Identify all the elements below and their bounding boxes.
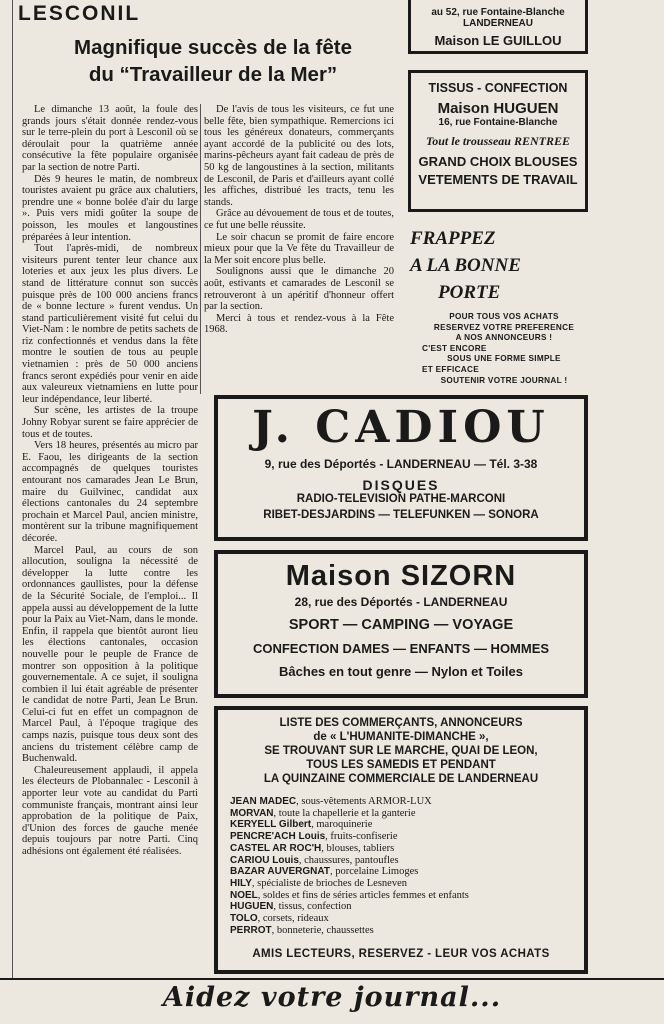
ad-address: 28, rue des Déportés - LANDERNEAU xyxy=(294,595,508,609)
article-paragraph: Marcel Paul, au cours de son allocution, souligna la nécessité de développer la lutte contre les ordonnances gaullistes, pour la défense de la Sécurité Sociale, de l'emploi... Il appela aussi au développement de la lutte pour la Paix au Viet-Nam, dans le monde. Enfin, il rappela que bientôt auront lieu les élections cantonales, occasion nouvelle pour le peuple de France de montrer son opposition à la politique gouvernementale. A ce sujet, il souligna combien il lui était agréable de présenter le candidat de notre Parti, Jean Le Brun. Celui-ci fut en effet un compagnon de Marcel Paul, à l'époque tragique des camps nazis, puisque tous deux sont des anciens du tristement célèbre camp de Buchenwald. xyxy=(22,544,198,765)
list-heading xyxy=(218,716,584,786)
merchant-desc: , toute la chapellerie et la ganterie xyxy=(273,807,416,819)
ad-sizorn xyxy=(214,550,588,698)
slogan-line: FRAPPEZ xyxy=(410,228,496,249)
merchant-name: HILY xyxy=(230,877,252,889)
article-paragraph: Tout l'après-midi, de nombreux visiteurs purent tenter leur chance aux loteries et aux jeux les plus divers. Le stand de littérature connut son succès puisque près de 100 000 anciens francs de « bonne lecture » furent vendus. Un stand particulièrement visité fut celui du Viet-Nam : le nombre de petits sachets de riz confectionnés et vendus dans la fête montre le soutien de tous au peuple vietnamien : près de 50 000 anciens francs seront expédiés pour venir en aide aux valeureux vietnamiens en lutte pour leur indépendance, leur liberté. xyxy=(22,243,198,405)
left-column-rule xyxy=(12,0,13,978)
promo-line: A NOS ANNONCEURS ! xyxy=(455,333,553,343)
merchant-name: PENCRE'ACH Louis xyxy=(230,831,326,843)
article-column-left xyxy=(22,104,198,976)
ad-merchant-list xyxy=(214,706,588,974)
frappez-slogan xyxy=(408,225,598,306)
ad-line: CONFECTION DAMES — ENFANTS — HOMMES xyxy=(252,641,550,656)
slogan-line: A LA BONNE xyxy=(410,255,521,276)
heading-line: SE TROUVANT SUR LE MARCHE, QUAI DE LEON, xyxy=(264,745,538,757)
ad-brands: RIBET-DESJARDINS — TELEFUNKEN — SONORA xyxy=(263,509,539,521)
merchant-desc: , fruits-confiserie xyxy=(325,831,398,843)
merchant-name: MORVAN xyxy=(230,807,274,819)
merchant-desc: , bonneterie, chaussettes xyxy=(271,924,374,936)
article-kicker: LESCONIL xyxy=(18,2,141,25)
ad-section: DISQUES xyxy=(362,477,440,493)
ad-shop-name: J. CADIOU xyxy=(252,402,550,453)
ad-tagline: Tout le trousseau RENTREE xyxy=(426,134,570,148)
slogan-line: PORTE xyxy=(438,282,501,303)
ad-shop-name: Maison LE GUILLOU xyxy=(434,33,562,48)
article-headline xyxy=(18,34,408,88)
ad-address: 9, rue des Déportés - LANDERNEAU — Tél. 3-38 xyxy=(264,457,538,471)
article-column-right xyxy=(204,104,394,390)
ad-line: SPORT — CAMPING — VOYAGE xyxy=(288,617,514,633)
list-footer: AMIS LECTEURS, RESERVEZ - LEUR VOS ACHATS xyxy=(252,948,550,961)
article-paragraph: Le soir chacun se promit de faire encore mieux pour que la Ve fête du Travailleur de la Mer soit encore plus belle. xyxy=(204,231,394,266)
merchant-desc: , soldes et fins de séries articles femmes et enfants xyxy=(257,889,469,901)
ad-line: VETEMENTS DE TRAVAIL xyxy=(418,172,578,187)
merchant-desc: , corsets, rideaux xyxy=(257,913,329,925)
merchant-name: TOLO xyxy=(230,913,258,925)
promo-line: ET EFFICACE xyxy=(422,364,479,374)
ad-address: au 52, rue Fontaine-Blanche xyxy=(431,7,565,18)
merchant-name: CASTEL AR ROC'H xyxy=(230,842,322,854)
merchant-desc: , maroquinerie xyxy=(311,819,373,831)
promo-line: SOUTENIR VOTRE JOURNAL ! xyxy=(440,375,568,385)
merchant-name: KERYELL Gilbert xyxy=(230,819,312,831)
ad-line: RADIO-TELEVISION PATHE-MARCONI xyxy=(296,493,506,505)
ad-cadiou xyxy=(214,395,588,541)
promo-line: SOUS UNE FORME SIMPLE xyxy=(447,354,561,364)
footer-rule xyxy=(0,978,664,980)
article-paragraph: Dès 9 heures le matin, de nombreux touristes avaient pu grâce aux chalutiers, prendre une « bonne bolée d'air du large ». Puis vers midi goûter la soupe de poisson, les moules et langoustines préparées à leur intention. xyxy=(22,173,198,243)
merchant-desc: , spécialiste de brioches de Lesneven xyxy=(251,877,407,889)
list-item xyxy=(230,913,584,925)
promo-line: POUR TOUS VOS ACHATS xyxy=(449,312,559,321)
list-item xyxy=(230,831,584,843)
list-item xyxy=(230,819,584,831)
merchant-desc: , porcelaine Limoges xyxy=(330,866,419,878)
article-paragraph: Merci à tous et rendez-vous à la Fête 1968. xyxy=(204,312,394,336)
ad-city: LANDERNEAU xyxy=(463,18,533,29)
heading-line: TOUS LES SAMEDIS ET PENDANT xyxy=(306,759,496,771)
column-divider xyxy=(200,104,201,394)
article-paragraph: Le dimanche 13 août, la foule des grands jours s'était donnée rendez-vous sur le terre-plein du port à Lesconil où se déroulait pour la quatrième année consécutive la fête populaire organisée par la section de notre Parti. xyxy=(22,104,198,173)
headline-line-2: du “Travailleur de la Mer” xyxy=(88,63,338,86)
heading-line: LISTE DES COMMERÇANTS, ANNONCEURS xyxy=(279,717,523,729)
heading-line: LA QUINZAINE COMMERCIALE DE LANDERNEAU xyxy=(263,773,539,785)
ad-address: 16, rue Fontaine-Blanche xyxy=(438,117,558,128)
heading-line: de « L'HUMANITE-DIMANCHE », xyxy=(313,731,489,743)
article-paragraph: Chaleureusement applaudi, il appela les électeurs de Plobannalec - Lesconil à apporter leur vote au candidat du Parti communiste français, montrant ainsi leur approbation de la politique de Paix, d'Union des forces de gauche menée depuis toujours par notre Parti. Cinq adhésions ont également été réalisées. xyxy=(22,764,198,857)
merchant-desc: , blouses, tabliers xyxy=(321,842,395,854)
merchant-name: CARIOU Louis xyxy=(230,854,299,866)
footer-slogan: Aidez votre journal... xyxy=(162,982,502,1013)
merchant-desc: , chaussures, pantoufles xyxy=(298,854,399,866)
article-paragraph: Grâce au dévouement de tous et de toutes, ce fut une belle réussite. xyxy=(204,208,394,231)
merchant-name: HUGUEN xyxy=(230,901,274,913)
list-item xyxy=(230,843,584,855)
article-paragraph: Soulignons aussi que le dimanche 20 août, estivants et camarades de Lesconil se retrouveront à un apéritif d'honneur offert par la section. xyxy=(204,266,394,313)
promo-line: C'EST ENCORE xyxy=(422,343,487,353)
merchant-name: NOEL xyxy=(230,889,258,901)
merchant-list xyxy=(230,796,584,936)
promo-notice xyxy=(418,312,590,386)
ad-line: GRAND CHOIX BLOUSES xyxy=(418,154,578,169)
list-item xyxy=(230,901,584,913)
ad-shop-name: Maison HUGUEN xyxy=(437,100,559,117)
article-paragraph: Vers 18 heures, présentés au micro par E. Faou, les dirigeants de la section accompagnés de quelques touristes entourant nos camarades Jean Le Brun, maire du Guilvinec, candidat aux élections cantonales du 24 septembre prochain et Marcel Paul, ancien ministre, montèrent sur la tribune magnifiquement décorée. xyxy=(22,440,198,544)
ad-le-guillou xyxy=(408,0,588,54)
headline-line-1: Magnifique succès de la fête xyxy=(74,36,352,59)
list-item xyxy=(230,866,584,878)
merchant-name: BAZAR AUVERGNAT xyxy=(230,866,330,878)
list-item xyxy=(230,925,584,937)
list-item xyxy=(230,808,584,820)
ad-line: Bâches en tout genre — Nylon et Toiles xyxy=(279,664,523,679)
list-item xyxy=(230,890,584,902)
merchant-name: PERROT xyxy=(230,924,272,936)
ad-line: TISSUS - CONFECTION xyxy=(428,81,568,95)
article-paragraph: Sur scène, les artistes de la troupe Johny Robyar surent se faire apprécier de tous et de toutes. xyxy=(22,405,198,440)
list-item xyxy=(230,855,584,867)
article-paragraph: De l'avis de tous les visiteurs, ce fut une belle fête, bien sympathique. Remercions ici tous les généreux donateurs, commerçants ayant accordé de la publicité ou des lots, marins-pêcheurs ayant fait cadeau de près de 50 kg de langoustines à la section, militants de Lesconil, de Paris et d'ailleurs ayant collé les affiches, distribué les tracts, tenu les stands. xyxy=(204,104,394,208)
list-item xyxy=(230,878,584,890)
article-header xyxy=(18,2,408,88)
list-item xyxy=(230,796,584,808)
merchant-name: JEAN MADEC xyxy=(230,796,297,807)
ad-shop-name: Maison SIZORN xyxy=(285,560,517,592)
ad-huguen xyxy=(408,70,588,212)
merchant-desc: , sous-vêtements ARMOR-LUX xyxy=(296,796,432,807)
promo-line: RESERVEZ VOTRE PREFERENCE xyxy=(433,322,575,332)
merchant-desc: , tissus, confection xyxy=(273,901,352,913)
